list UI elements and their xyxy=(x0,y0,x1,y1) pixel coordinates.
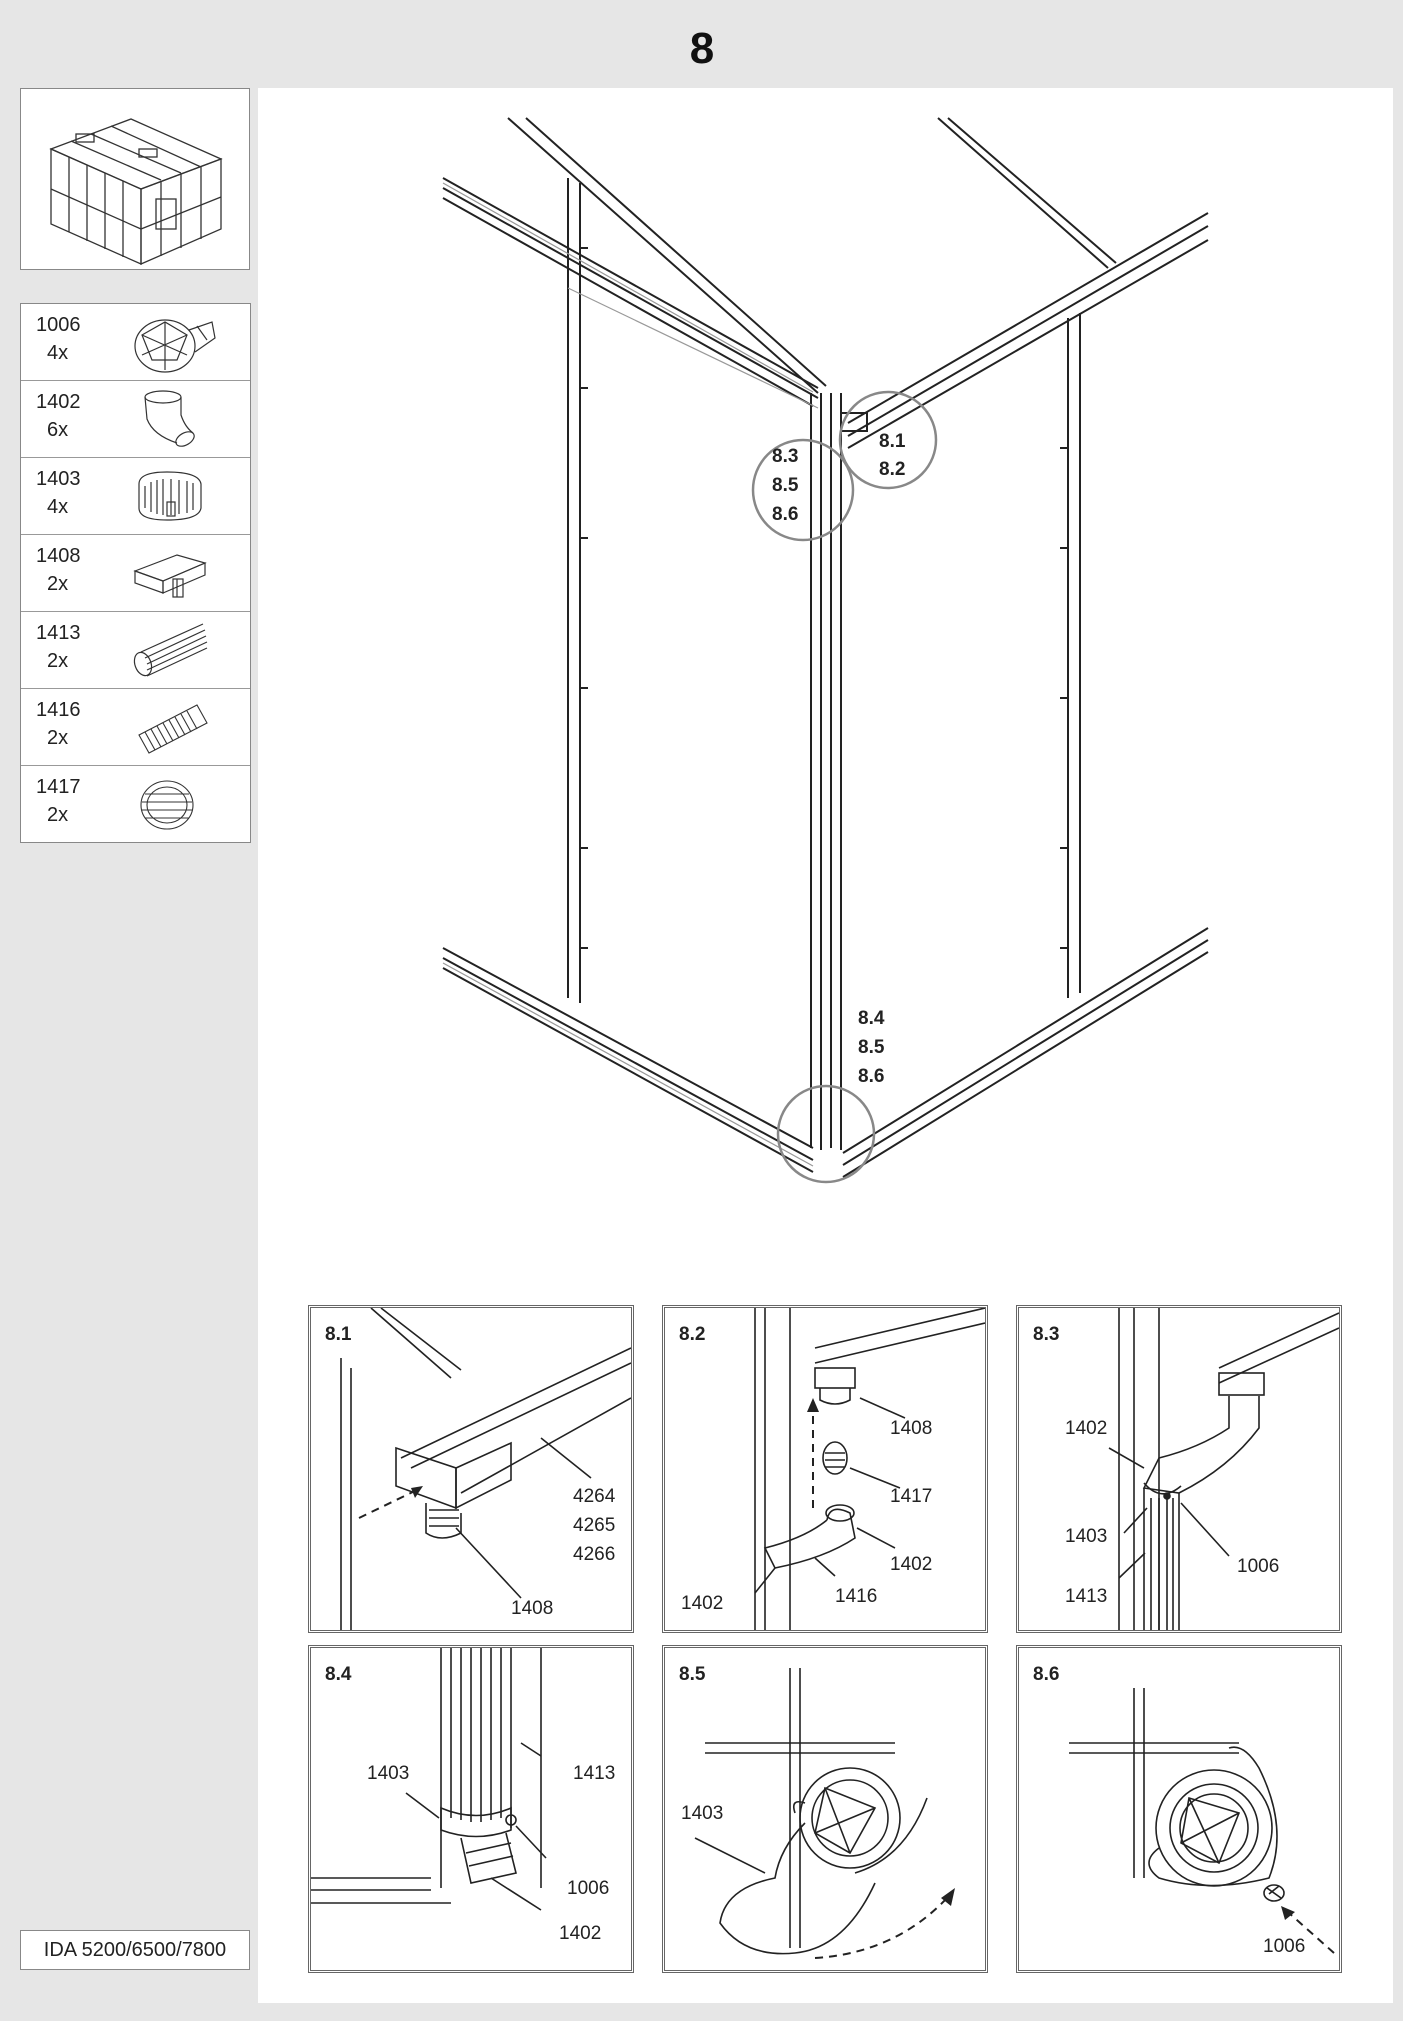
detail-title: 8.6 xyxy=(1033,1664,1060,1685)
part-label: 1006 xyxy=(1237,1556,1280,1577)
greenhouse-thumbnail xyxy=(20,88,250,270)
callout-label: 8.6 xyxy=(772,504,799,525)
part-id: 1408 xyxy=(36,545,81,567)
part-id: 1413 xyxy=(36,622,81,644)
step-header xyxy=(12,12,1392,86)
part-label: 1416 xyxy=(835,1586,878,1607)
main-drawing-area xyxy=(258,88,1393,2003)
callout-label: 8.1 xyxy=(879,431,906,452)
part-label: 1417 xyxy=(890,1486,933,1507)
detail-panel-8-4 xyxy=(308,1645,634,1973)
parts-list xyxy=(20,303,251,843)
ribbed-sleeve-icon xyxy=(127,772,237,838)
greenhouse-icon xyxy=(21,89,249,269)
part-row xyxy=(21,458,250,535)
callout-label: 8.4 xyxy=(858,1008,885,1029)
callout-label: 8.2 xyxy=(879,459,906,480)
callout-circle-8-4 xyxy=(778,1086,874,1182)
part-qty: 2x xyxy=(47,650,69,672)
detail-panel-8-2 xyxy=(662,1305,988,1633)
pipe-clip-icon xyxy=(127,464,237,530)
part-label: 1402 xyxy=(890,1554,933,1575)
downpipe-base-drawing xyxy=(311,1648,631,1970)
part-label: 4264 xyxy=(573,1486,616,1507)
detail-panel-8-3 xyxy=(1016,1305,1342,1633)
part-label: 1408 xyxy=(890,1418,933,1439)
part-label: 1006 xyxy=(567,1878,610,1899)
detail-panel-8-6 xyxy=(1016,1645,1342,1973)
part-row xyxy=(21,535,250,612)
part-label: 1402 xyxy=(559,1923,602,1944)
part-row xyxy=(21,689,250,766)
detail-panel-8-5 xyxy=(662,1645,988,1973)
elbow-pipe-icon xyxy=(127,387,237,453)
cap-nozzle-icon xyxy=(127,310,237,376)
model-label: IDA 5200/6500/7800 xyxy=(20,1930,250,1970)
part-label: 1402 xyxy=(1065,1418,1108,1439)
callout-label: 8.5 xyxy=(858,1037,885,1058)
part-qty: 6x xyxy=(47,419,69,441)
callout-circle-8-3 xyxy=(753,440,853,540)
part-id: 1006 xyxy=(36,314,81,336)
gutter-outlet-drawing xyxy=(311,1308,631,1630)
part-row xyxy=(21,304,250,381)
part-label: 1413 xyxy=(1065,1586,1108,1607)
ribbed-pipe-icon xyxy=(127,695,237,761)
part-label: 1402 xyxy=(681,1593,724,1614)
part-qty: 2x xyxy=(47,804,69,826)
part-label: 4265 xyxy=(573,1515,616,1536)
part-id: 1402 xyxy=(36,391,81,413)
part-qty: 4x xyxy=(47,342,69,364)
detail-title: 8.1 xyxy=(325,1324,352,1345)
clip-closed-drawing xyxy=(1019,1648,1339,1970)
detail-panel-8-1 xyxy=(308,1305,634,1633)
part-label: 1006 xyxy=(1263,1936,1306,1957)
part-qty: 4x xyxy=(47,496,69,518)
part-id: 1416 xyxy=(36,699,81,721)
part-row xyxy=(21,766,250,842)
part-id: 1417 xyxy=(36,776,81,798)
callout-label: 8.3 xyxy=(772,446,799,467)
part-qty: 2x xyxy=(47,573,69,595)
downpipe-icon xyxy=(127,618,237,684)
part-label: 4266 xyxy=(573,1544,616,1565)
part-qty: 2x xyxy=(47,727,69,749)
elbow-clip-drawing xyxy=(1019,1308,1339,1630)
part-row xyxy=(21,381,250,458)
part-label: 1403 xyxy=(681,1803,724,1824)
part-row xyxy=(21,612,250,689)
downpipe-assembly-drawing xyxy=(665,1308,985,1630)
callout-label: 8.5 xyxy=(772,475,799,496)
detail-title: 8.5 xyxy=(679,1664,706,1685)
part-label: 1413 xyxy=(573,1763,616,1784)
detail-title: 8.4 xyxy=(325,1664,352,1685)
detail-title: 8.2 xyxy=(679,1324,706,1345)
detail-title: 8.3 xyxy=(1033,1324,1060,1345)
step-number: 8 xyxy=(689,24,715,73)
part-label: 1408 xyxy=(511,1598,554,1619)
callout-label: 8.6 xyxy=(858,1066,885,1087)
part-label: 1403 xyxy=(367,1763,410,1784)
part-label: 1403 xyxy=(1065,1526,1108,1547)
gutter-outlet-icon xyxy=(127,541,237,607)
part-id: 1403 xyxy=(36,468,81,490)
